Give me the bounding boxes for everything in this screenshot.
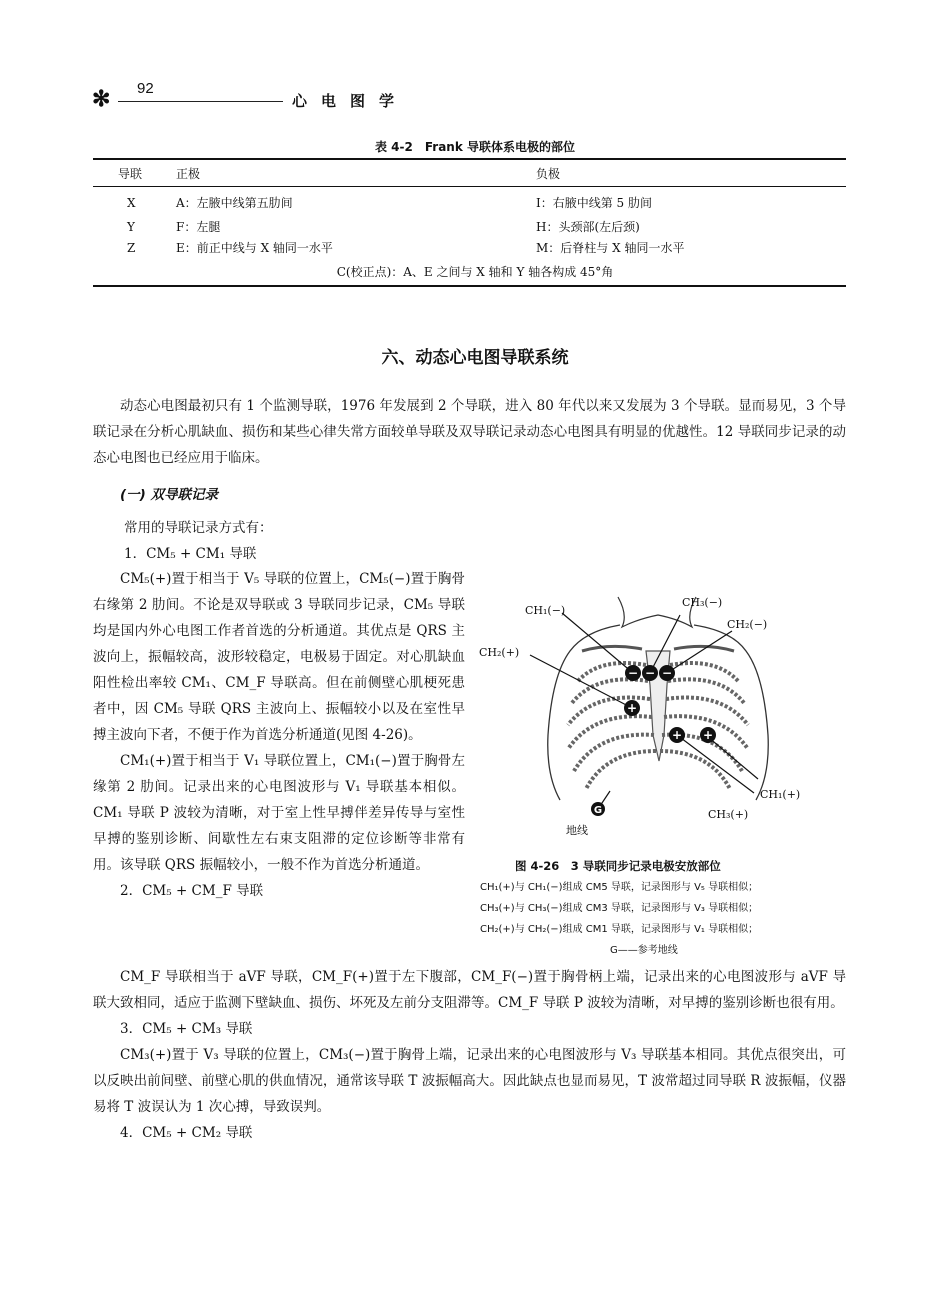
plus-sign: + <box>702 728 714 742</box>
item4-title: 4．CM₅ + CM₂ 导联 <box>120 1125 253 1141</box>
table-header-lead: 导联 <box>118 167 143 181</box>
left-clavicle <box>582 646 642 651</box>
intro-text: 动态心电图最初只有 1 个监测导联，1976 年发展到 2 个导联，进入 80 年代以来又发展为 3 个导联。显而易见，3 个导联记录在分析心肌缺血、损伤和某些心律失常方面较单导联及双导联记录动态心电图具有明显的优越性。12 导联同步记录的动态心电图也已经应用于临床。 <box>93 398 846 466</box>
table-bottom-rule <box>93 285 846 287</box>
table-row-positive: E：前正中线与 X 轴同一水平 <box>176 241 333 255</box>
item3-title: 3．CM₅ + CM₃ 导联 <box>120 1021 253 1037</box>
item2-title: 2．CM₅ + CM_F 导联 <box>120 883 264 899</box>
table-row-negative: H：头颈部(左后颈) <box>536 220 640 234</box>
page-number: 92 <box>137 80 154 97</box>
item1-paragraph-1: CM₅(+)置于相当于 V₅ 导联的位置上，CM₅(−)置于胸骨右缘第 2 肋间。不论是双导联或 3 导联同步记录，CM₅ 导联均是国内外心电图工作者首选的分析通道。其优点是 QRS 主波向上，振幅较高，波形较稳定，电极易于固定。对心肌缺血阳性检出率较 CM₁、CM_F 导联高。但在前侧壁心肌梗死患者中，因 CM₅ 导联 QRS 主波向上、振幅较小以及在室性早搏主波向下者，不便于作为首选分析通道(见图 4-26)。 <box>93 571 465 743</box>
figure-note: CH₃(+)与 CH₃(−)组成 CM3 导联，记录图形与 V₃ 导联相似； <box>480 903 759 914</box>
item2-paragraph: CM_F 导联相当于 aVF 导联，CM_F(+)置于左下腹部，CM_F(−)置于胸骨柄上端，记录出来的心电图波形与 aVF 导联大致相同，适应于监测下壁缺血、损伤、坏死及左前分支阻滞等。CM_F 导联 P 波较为清晰，对早搏的鉴别诊断也很有用。 <box>93 969 846 1011</box>
section-title: 六、动态心电图导联系统 <box>381 348 569 368</box>
figure-note: CH₂(+)与 CH₂(−)组成 CM1 导联，记录图形与 V₁ 导联相似； <box>480 924 759 935</box>
table-row-negative: M：后脊柱与 X 轴同一水平 <box>536 241 685 255</box>
plus-sign: + <box>671 728 683 742</box>
minus-sign: − <box>627 666 639 680</box>
ground-symbol: G <box>593 805 603 816</box>
item3-paragraph: CM₃(+)置于 V₃ 导联的位置上，CM₃(−)置于胸骨上端，记录出来的心电图波形与 V₃ 导联基本相同。其优点很突出，可以反映出前间壁、前壁心肌的供血情况，通常该导联 T 波振幅高大。因此缺点也显而易见，T 波常超过同导联 R 波振幅，仪器易将 T 波误认为 1 次心搏，导致误判。 <box>93 1047 846 1115</box>
label-ch3-pos: CH₃(+) <box>708 808 749 821</box>
table-row-lead: X <box>127 196 136 210</box>
figure-note: G——参考地线 <box>610 945 678 956</box>
label-ground: 地线 <box>566 824 588 837</box>
left-column <box>93 566 465 904</box>
table-note: C(校正点)：A、E 之间与 X 轴和 Y 轴各构成 45°角 <box>336 265 614 279</box>
intro-paragraph <box>93 393 846 471</box>
table-row-positive: A：左腋中线第五肋间 <box>176 196 293 210</box>
subsection-title: (一) 双导联记录 <box>120 487 219 503</box>
label-ch1-neg: CH₁(−) <box>525 604 566 617</box>
book-title: 心电图学 <box>292 92 409 110</box>
chest-electrode-figure <box>470 585 848 845</box>
figure-caption: 图 4-26 3 导联同步记录电极安放部位 <box>515 859 721 873</box>
table-row-negative: I：右腋中线第 5 肋间 <box>536 196 653 210</box>
table-header-rule <box>93 186 846 187</box>
table-header-negative: 负极 <box>536 167 561 181</box>
item1-title: 1．CM₅ + CM₁ 导联 <box>124 546 257 562</box>
table-row-positive: F：左腿 <box>176 220 221 234</box>
label-ch3-neg: CH₃(−) <box>682 596 723 609</box>
label-ch2-pos: CH₂(+) <box>479 646 520 659</box>
lower-column <box>93 964 846 1146</box>
table-top-rule <box>93 158 846 160</box>
common-modes-label: 常用的导联记录方式有： <box>124 520 273 536</box>
minus-sign: − <box>644 666 656 680</box>
plus-sign: + <box>626 701 638 715</box>
figure-note: CH₁(+)与 CH₁(−)组成 CM5 导联，记录图形与 V₅ 导联相似； <box>480 882 759 893</box>
table-row-lead: Y <box>127 220 135 234</box>
label-ch2-neg: CH₂(−) <box>727 618 768 631</box>
negative-electrodes <box>625 665 675 681</box>
item1-paragraph-2: CM₁(+)置于相当于 V₁ 导联位置上，CM₁(−)置于胸骨左缘第 2 肋间。记录出来的心电图波形与 V₁ 导联基本相似。CM₁ 导联 P 波较为清晰，对于室上性早搏伴差异传导与室性早搏的鉴别诊断、间歇性左右束支阻滞的定位诊断等非常有用。该导联 QRS 振幅较小，一般不作为首选分析通道。 <box>93 753 465 873</box>
header-star-icon: ✻ <box>92 86 111 112</box>
table-row-lead: Z <box>127 241 136 255</box>
label-ch1-pos: CH₁(+) <box>760 788 801 801</box>
table-caption: 表 4-2 Frank 导联体系电极的部位 <box>374 140 575 154</box>
header-rule <box>118 101 283 102</box>
table-header-positive: 正极 <box>176 167 201 181</box>
minus-sign: − <box>661 666 673 680</box>
